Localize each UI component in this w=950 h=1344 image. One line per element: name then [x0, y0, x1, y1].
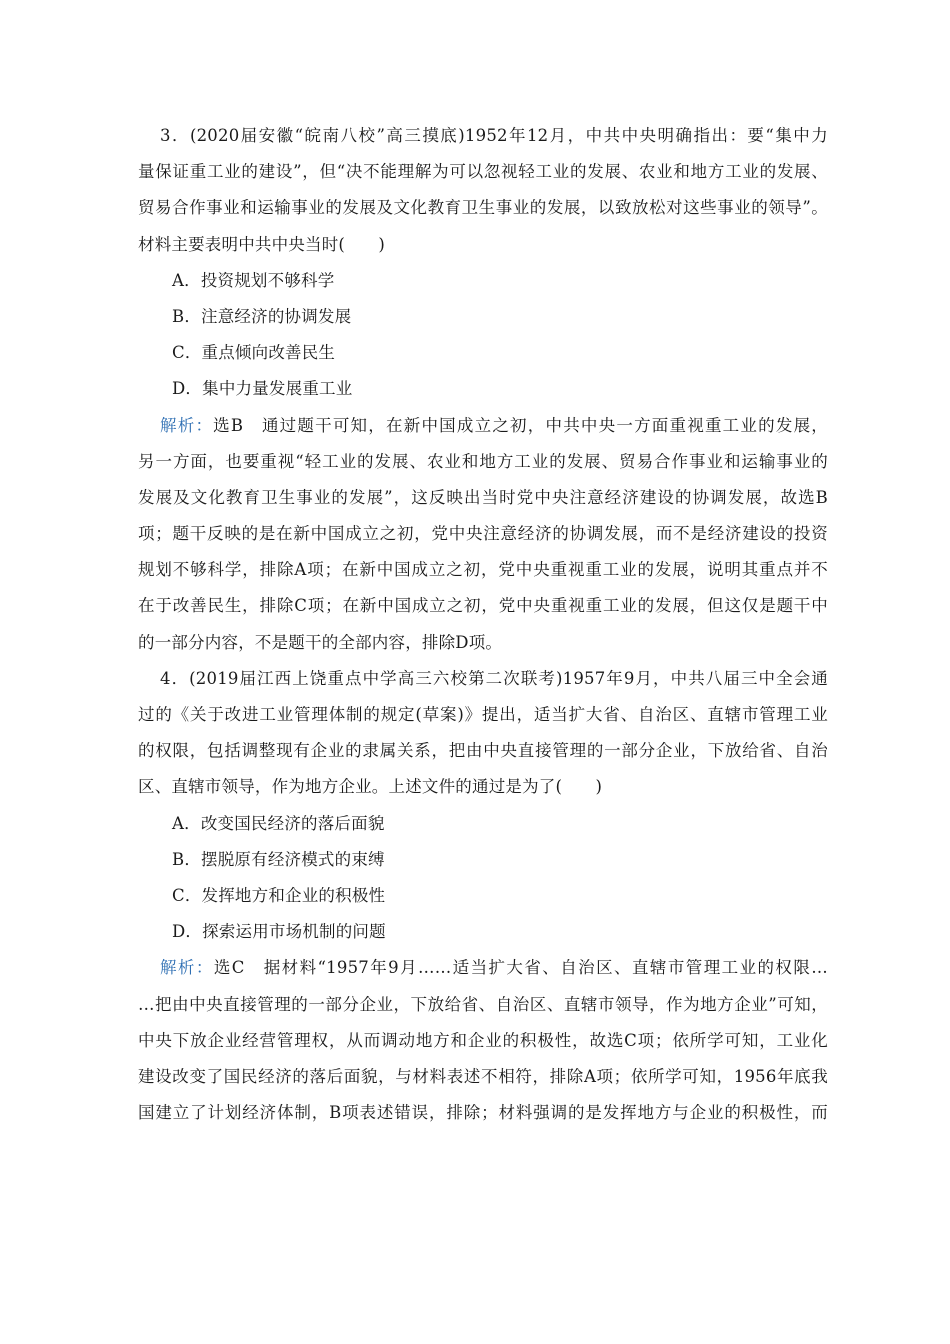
- q3-option-d: D．集中力量发展重工业: [172, 379, 353, 399]
- q3-analysis-line-4: 项；题干反映的是在新中国成立之初，党中央注意经济的协调发展，而不是经济建设的投资: [138, 524, 828, 544]
- q4-analysis-line-3: 中央下放企业经营管理权，从而调动地方和企业的积极性，故选C项；依所学可知，工业化: [138, 1030, 828, 1050]
- q3-analysis-line-5: 规划不够科学，排除A项；在新中国成立之初，党中央重视重工业的发展，说明其重点并不: [138, 560, 828, 580]
- q4-option-c: C．发挥地方和企业的积极性: [172, 885, 386, 905]
- q4-analysis-line-4: 建设改变了国民经济的落后面貌，与材料表述不相符，排除A项；依所学可知，1956年底我: [138, 1066, 828, 1086]
- document-page: [138, 118, 828, 1131]
- q4-analysis-line-2: …把由中央直接管理的一部分企业，下放给省、自治区、直辖市领导，作为地方企业”可知，: [138, 994, 828, 1014]
- q3-option-c: C．重点倾向改善民生: [172, 343, 336, 363]
- q4-stem-line-2: 过的《关于改进工业管理体制的规定(草案)》提出，适当扩大省、自治区、直辖市管理工业: [138, 705, 828, 724]
- q3-analysis-label: 解析：: [160, 415, 214, 435]
- q4-analysis-label: 解析：: [160, 958, 214, 978]
- q3-analysis-line-3: 发展及文化教育卫生事业的发展”，这反映出当时党中央注意经济建设的协调发展，故选B: [138, 487, 828, 507]
- q3-stem-line-3: 贸易合作事业和运输事业的发展及文化教育卫生事业的发展，以致放松对这些事业的领导”。: [138, 198, 828, 218]
- q4-option-d: D．探索运用市场机制的问题: [172, 922, 386, 942]
- q4-analysis-line-5: 国建立了计划经济体制，B项表述错误，排除；材料强调的是发挥地方与企业的积极性，而: [138, 1103, 828, 1123]
- q3-stem-line-4: 材料主要表明中共中央当时( ): [138, 234, 386, 254]
- q4-analysis-line-1: [138, 950, 828, 986]
- q3-analysis-text-1: 选B 通过题干可知，在新中国成立之初，中共中央一方面重视重工业的发展，: [213, 415, 828, 435]
- q3-stem-line-1: 3．(2020届安徽“皖南八校”高三摸底)1952年12月，中共中央明确指出：要“集中力: [160, 126, 828, 145]
- q3-analysis-line-2: 另一方面，也要重视“轻工业的发展、农业和地方工业的发展、贸易合作事业和运输事业的: [138, 451, 828, 471]
- q3-analysis-line-7: 的一部分内容，不是题干的全部内容，排除D项。: [138, 632, 503, 652]
- q3-option-a: A．投资规划不够科学: [172, 270, 335, 290]
- q3-stem-line-2: 量保证重工业的建设”，但“决不能理解为可以忽视轻工业的发展、农业和地方工业的发展、: [138, 162, 828, 182]
- question-4: [138, 661, 828, 1131]
- question-3: [138, 118, 828, 661]
- q4-option-a: A．改变国民经济的落后面貌: [172, 813, 385, 833]
- q3-analysis-line-1: [138, 408, 828, 444]
- q4-option-b: B．摆脱原有经济模式的束缚: [172, 849, 385, 869]
- q4-analysis-text-1: 选C 据材料“1957年9月……适当扩大省、自治区、直辖市管理工业的权限…: [213, 958, 828, 978]
- q3-analysis-line-6: 在于改善民生，排除C项；在新中国成立之初，党中央重视重工业的发展，但这仅是题干中: [138, 596, 828, 616]
- q4-stem-line-1: 4．(2019届江西上饶重点中学高三六校第二次联考)1957年9月，中共八届三中全会通: [160, 668, 828, 688]
- q3-option-b: B．注意经济的协调发展: [172, 306, 352, 326]
- q4-stem-line-3: 的权限，包括调整现有企业的隶属关系，把由中央直接管理的一部分企业，下放给省、自治: [138, 741, 828, 761]
- q4-stem-line-4: 区、直辖市领导，作为地方企业。上述文件的通过是为了( ): [138, 777, 603, 797]
